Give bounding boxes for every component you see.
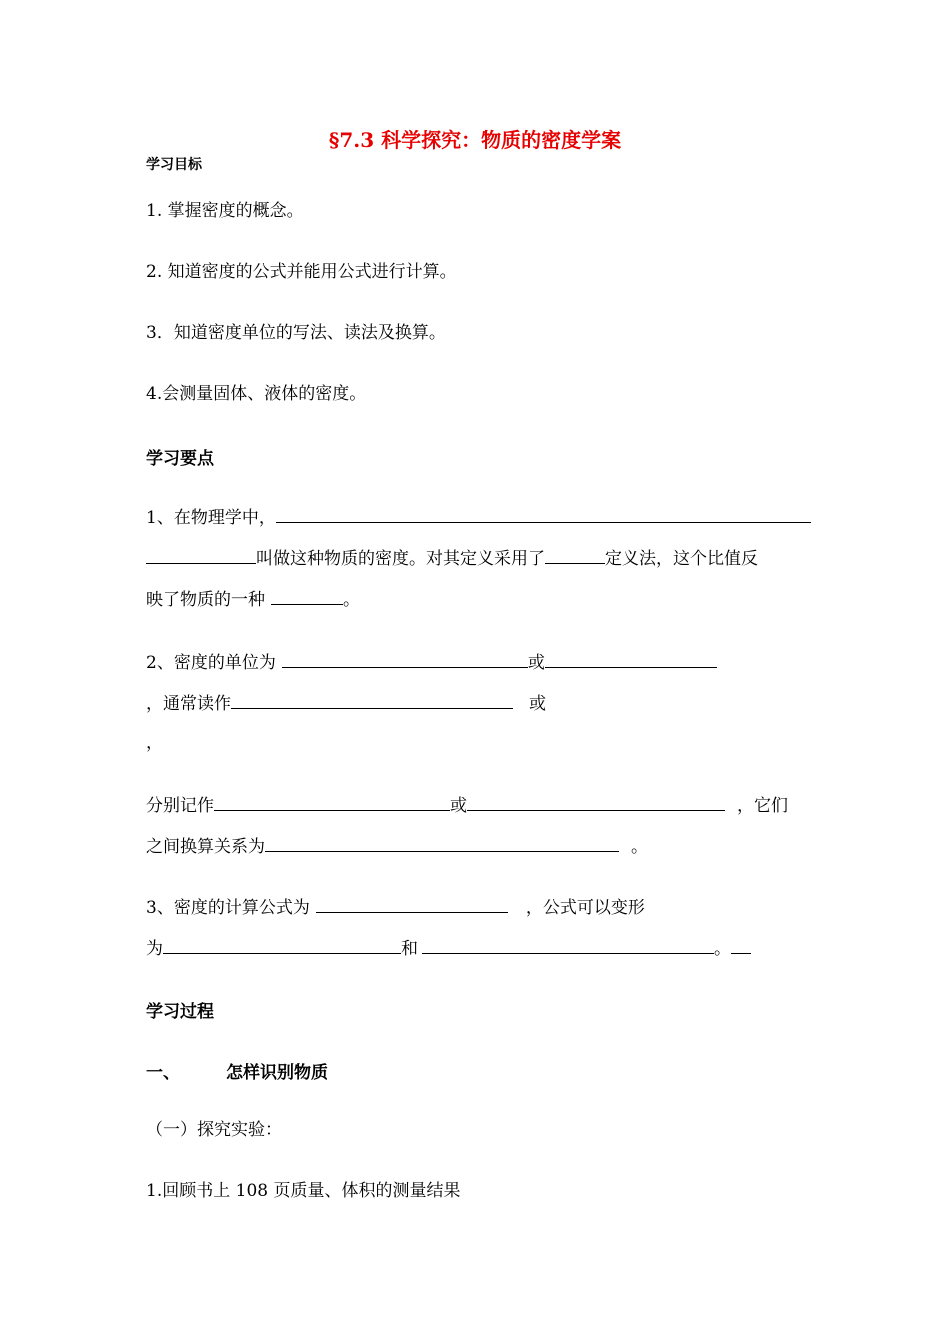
q1-line2-end: 定义法，这个比值反 <box>605 549 758 569</box>
q2-blank-symbol-1[interactable] <box>214 793 450 811</box>
q3-blank-formula[interactable] <box>316 895 508 913</box>
q2-line-2 <box>146 691 546 715</box>
q1-blank-definition[interactable] <box>276 505 811 523</box>
objective-item-4: 4.会测量固体、液体的密度。 <box>146 384 367 404</box>
q1-line3-end: 。 <box>343 590 360 610</box>
q2-blank-symbol-2[interactable] <box>467 793 725 811</box>
q2-line-3: ， <box>146 733 163 753</box>
q3-line1-text: 3、密度的计算公式为 <box>146 898 310 918</box>
q3-line2-text: 为 <box>146 939 163 959</box>
objective-item-2: 2. 知道密度的公式并能用公式进行计算。 <box>146 262 457 282</box>
q2-line-1 <box>146 650 717 674</box>
q1-line2-text: 叫做这种物质的密度。对其定义采用了 <box>256 549 545 569</box>
q2-line-5 <box>146 834 648 858</box>
q1-line-3 <box>146 587 360 611</box>
q2-blank-unit-2[interactable] <box>545 650 717 668</box>
page-title: §7.3 科学探究：物质的密度学案 <box>328 128 622 152</box>
objective-item-1: 1. 掌握密度的概念。 <box>146 201 304 221</box>
q2-line4-or: 或 <box>450 796 467 816</box>
q3-blank-variant-2[interactable] <box>422 936 714 954</box>
q3-trailing-underline <box>731 936 751 954</box>
process-heading: 学习过程 <box>146 1002 214 1022</box>
q1-line3-text: 映了物质的一种 <box>146 590 265 610</box>
section-1-number: 一、 <box>146 1063 180 1083</box>
q2-line2-or: 或 <box>529 694 546 714</box>
q3-line-1 <box>146 895 645 919</box>
q2-line5-end: 。 <box>631 837 648 857</box>
q1-blank-property[interactable] <box>271 587 343 605</box>
q3-blank-variant-1[interactable] <box>163 936 401 954</box>
q3-line2-and: 和 <box>401 939 418 959</box>
q3-line2-end: 。 <box>714 939 731 959</box>
q3-line-2 <box>146 936 751 960</box>
q2-line4-text: 分别记作 <box>146 796 214 816</box>
q2-line5-text: 之间换算关系为 <box>146 837 265 857</box>
subsection-1: （一）探究实验： <box>146 1120 282 1140</box>
q2-line1-or: 或 <box>527 653 545 673</box>
objectives-heading: 学习目标 <box>146 157 202 173</box>
q2-blank-read-1[interactable] <box>231 691 513 709</box>
section-1-title: 怎样识别物质 <box>226 1063 328 1083</box>
q2-line2-text: ，通常读作 <box>146 694 231 714</box>
key-points-heading: 学习要点 <box>146 449 214 469</box>
q1-line-1 <box>146 505 811 529</box>
q3-line1-end: ，公式可以变形 <box>525 898 645 918</box>
q2-line-4 <box>146 793 788 817</box>
step-1: 1.回顾书上 108 页质量、体积的测量结果 <box>146 1181 461 1201</box>
q1-line-2 <box>146 546 758 570</box>
q1-blank-method[interactable] <box>545 546 605 564</box>
q1-line1-text: 1、在物理学中， <box>146 508 276 528</box>
objective-item-3: 3．知道密度单位的写法、读法及换算。 <box>146 323 446 343</box>
q1-blank-definition-cont[interactable] <box>146 546 256 564</box>
q2-line4-end: ，它们 <box>737 796 788 816</box>
q2-blank-unit-1[interactable] <box>282 650 528 668</box>
q2-blank-conversion[interactable] <box>265 834 619 852</box>
q2-line1-text: 2、密度的单位为 <box>146 653 276 673</box>
